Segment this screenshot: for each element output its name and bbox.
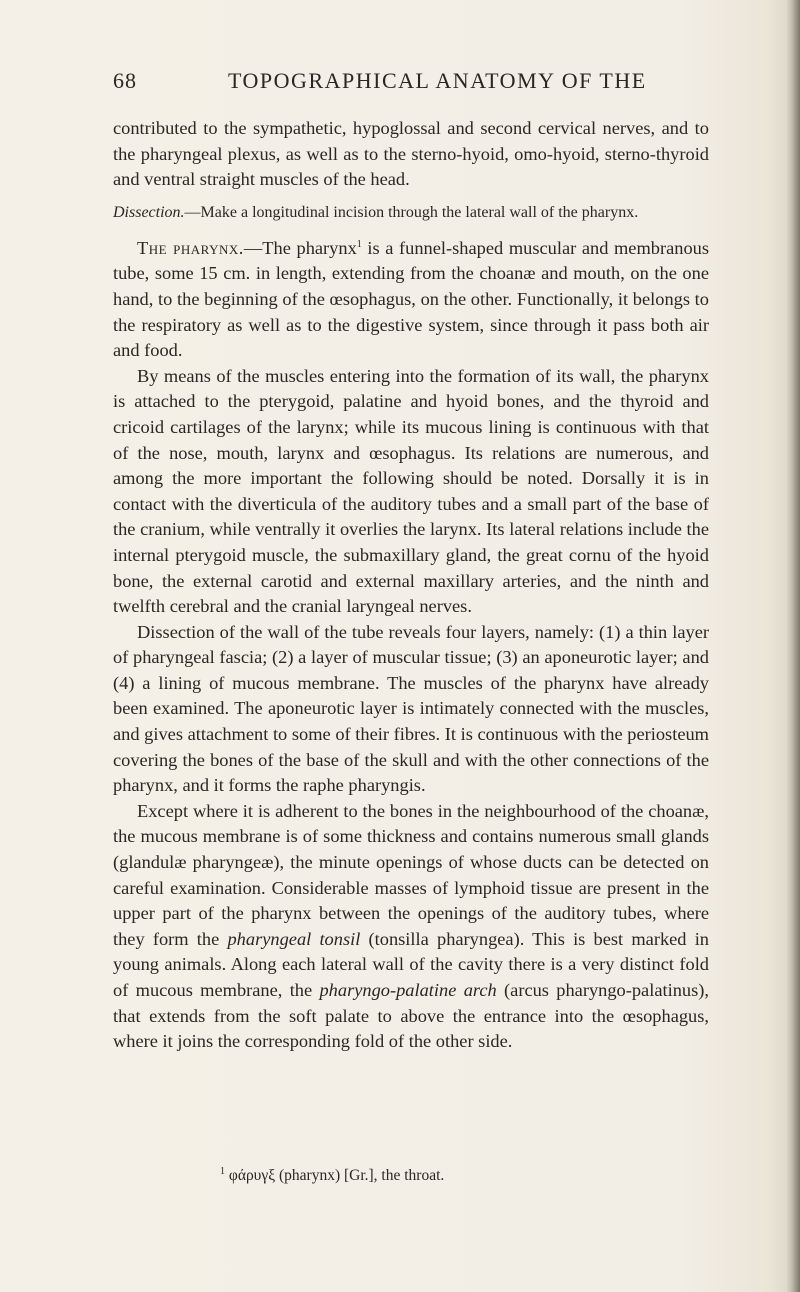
section-heading: The pharynx. [137,237,244,258]
footnote [220,1167,700,1185]
footnote-mark: 1 [220,1165,225,1177]
paragraph-relations: By means of the muscles entering into the formation of its wall, the pharynx is attached to the pterygoid, palatine and hyoid bones, and the thyroid and cricoid cartilages of the larynx; while its mucous lining is continuous with that of the nose, mouth, larynx and œsophagus. Its relations are numerous, and among the more important the following should be noted. Dorsally it is in contact with the diverticula of the auditory tubes and a small part of the base of the cranium, while ventrally it overlies the larynx. Its lateral relations include the internal pterygoid muscle, the submaxillary gland, the great cornu of the hyoid bone, the external carotid and external maxillary arteries, and the ninth and twelfth cerebral and the cranial laryngeal nerves. [113,365,709,617]
term-pharyngo-palatine-arch: pharyngo-palatine arch [319,980,497,1000]
paragraph-mucous-membrane [113,799,709,1055]
mucous-text-a: Except where it is adherent to the bones in the neighbourhood of the choanæ, the mucous membrane is of some thickness and contains numerous small glands (glandulæ pharyngeæ), the minute openings of whose ducts can be detected on careful examination. Considerable masses of lymphoid tissue are present in the upper part of the pharynx between the openings of the auditory tubes, where they form the [113,800,709,949]
mucous-text-b: (tonsilla pharyngea). This is best marked in young animals. Along each lateral wall of the cavity there is a very distinct fold of mucous membrane, the [113,928,709,1000]
pharynx-intro-b: is a funnel-shaped muscular and membranous tube, some 15 cm. in length, extending from the choanæ and mouth, on the one hand, to the beginning of the œsophagus, on the other. Functionally, it belongs to the respiratory as well as to the digestive system, since through it pass both air and food. [113,237,709,361]
mucous-text-c: (arcus pharyngo-palatinus), that extends from the soft palate to above the entrance into the œsophagus, where it joins the corresponding fold of the other side. [113,980,709,1052]
paragraph-pharynx-intro [113,236,709,364]
page-edge-shadow [786,0,800,1292]
paragraph-continuation: contributed to the sympathetic, hypoglossal and second cervical nerves, and to the pharyngeal plexus, as well as to the sterno-hyoid, omo-hyoid, sterno-thyroid and ventral straight muscles of the head. [113,118,709,190]
paragraph-layers: Dissection of the wall of the tube reveals four layers, namely: (1) a thin layer of pharyngeal fascia; (2) a layer of muscular tissue; (3) an aponeurotic layer; and (4) a lining of mucous membrane. The muscles of the pharynx have already been examined. The aponeurotic layer is intimately connected with the muscles, and gives attachment to some of their fibres. It is continuous with the periosteum covering the bones of the base of the skull and with the other connections of the pharynx, and it forms the raphe pharyngis. [113,621,709,796]
body-text [113,116,709,1055]
page-header [113,68,713,100]
pharynx-intro-a: —The pharynx [243,237,357,258]
term-pharyngeal-tonsil: pharyngeal tonsil [227,928,361,949]
dissection-label: Dissection. [113,203,185,221]
footnote-text: φάρυγξ (pharynx) [Gr.], the throat. [225,1167,445,1184]
footnote-reference[interactable]: 1 [356,238,362,250]
dissection-text: —Make a longitudinal incision through the lateral wall of the pharynx. [184,203,639,221]
page-number: 68 [113,68,137,93]
running-title: TOPOGRAPHICAL ANATOMY OF THE [228,68,647,93]
dissection-note [113,202,709,224]
